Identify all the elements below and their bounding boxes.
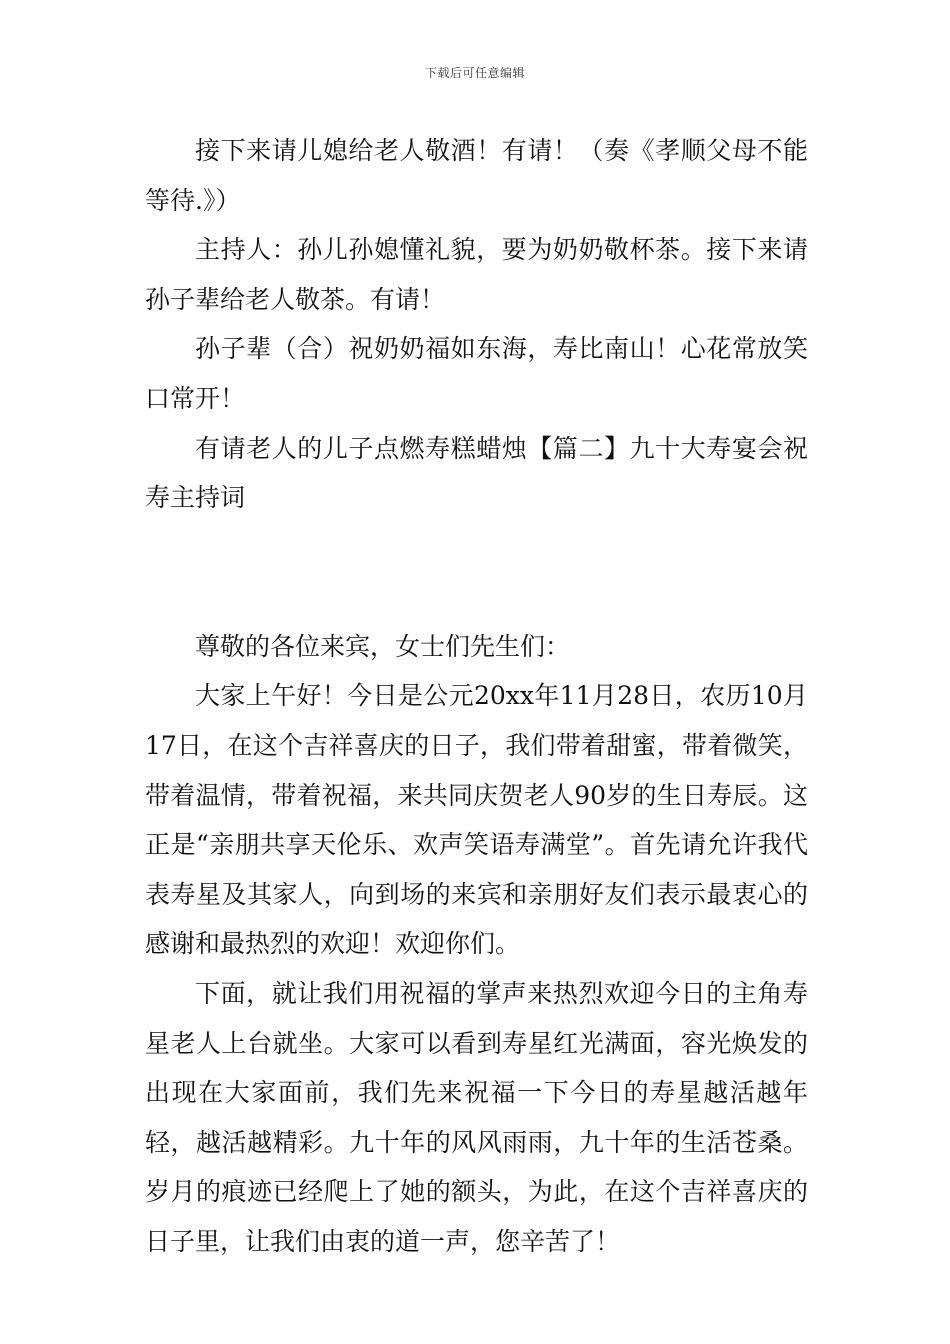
document-body (145, 126, 808, 1266)
paragraph-greeting: 尊敬的各位来宾，女士们先生们： (195, 631, 571, 661)
paragraph-daughter-in-law-toast: 接下来请儿媳给老人敬酒！有请！（奏《孝顺父母不能等待.》） (145, 136, 808, 215)
section-spacer (145, 523, 808, 622)
paragraph-candle-and-section-title: 有请老人的儿子点燃寿糕蜡烛【篇二】九十大寿宴会祝寿主持词 (145, 433, 808, 513)
paragraph-opening-remarks: 大家上午好！今日是公元20xx年11月28日，农历10月17日，在这个吉祥喜庆的日子，我们带着甜蜜，带着微笑，带着温情，带着祝福，来共同庆贺老人90岁的生日寿辰。这正是“亲朋共享天伦乐、欢声笑语寿满堂”。首先请允许我代表寿星及其家人，向到场的来宾和亲朋好友们表示最衷心的感谢和最热烈的欢迎！欢迎你们。 (145, 681, 808, 959)
paragraph-grandchildren-blessing: 孙子辈（合）祝奶奶福如东海，寿比南山！心花常放笑口常开！ (145, 334, 808, 413)
paragraph-host-tea: 主持人：孙儿孙媳懂礼貌，要为奶奶敬杯茶。接下来请孙子辈给老人敬茶。有请！ (145, 235, 808, 314)
page-header-note: 下载后可任意编辑 (424, 66, 525, 80)
paragraph-welcome-honoree: 下面，就让我们用祝福的掌声来热烈欢迎今日的主角寿星老人上台就坐。大家可以看到寿星红光满面，容光焕发的出现在大家面前，我们先来祝福一下今日的寿星越活越年轻，越活越精彩。九十年的风风雨雨，九十年的生活苍桑。岁月的痕迹已经爬上了她的额头，为此，在这个吉祥喜庆的日子里，让我们由衷的道一声，您辛苦了！ (145, 978, 808, 1256)
